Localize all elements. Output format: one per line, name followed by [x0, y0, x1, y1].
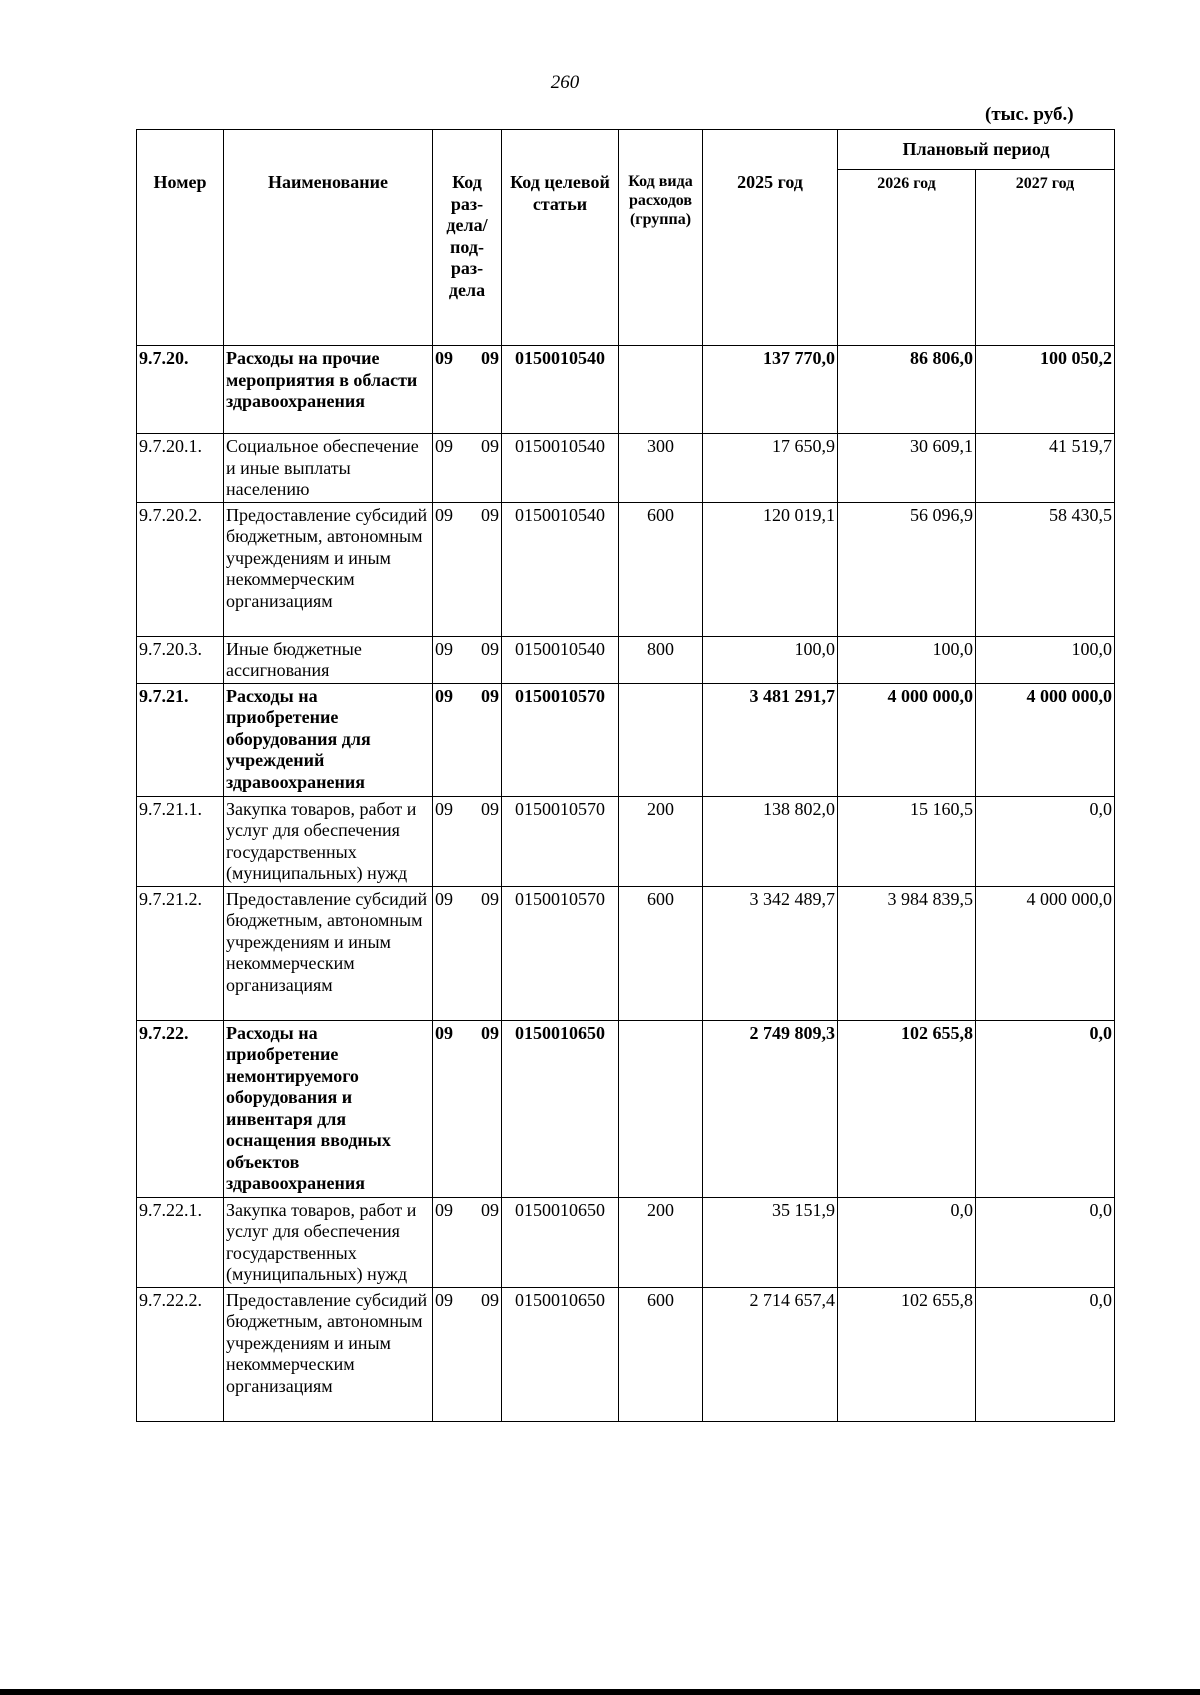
header-2027: 2027 год [976, 170, 1115, 346]
cell-name: Закупка товаров, работ и услуг для обеспечения государственных (муниципальных) нужд [224, 796, 433, 886]
cell-number: 9.7.20.2. [137, 502, 224, 636]
cell-2027: 4 000 000,0 [976, 886, 1115, 1020]
cell-2027: 0,0 [976, 1197, 1115, 1287]
cell-name: Иные бюджетные ассигнования [224, 636, 433, 683]
cell-number: 9.7.22. [137, 1020, 224, 1197]
cell-name: Предоставление субсидий бюджетным, автономным учреждениям и иным некоммерческим организациям [224, 886, 433, 1020]
cell-expense-type: 600 [619, 1287, 703, 1421]
cell-2025: 137 770,0 [703, 346, 838, 434]
header-name: Наименование [224, 130, 433, 346]
cell-number: 9.7.21.2. [137, 886, 224, 1020]
cell-number: 9.7.20.1. [137, 434, 224, 503]
cell-2026: 3 984 839,5 [838, 886, 976, 1020]
cell-target-code: 0150010570 [502, 796, 619, 886]
table-row [137, 502, 1115, 636]
table-row [137, 1287, 1115, 1421]
subsection-code: 09 [481, 1199, 499, 1220]
cell-section-code [433, 636, 502, 683]
section-code: 09 [435, 504, 453, 525]
cell-number: 9.7.20.3. [137, 636, 224, 683]
cell-2025: 100,0 [703, 636, 838, 683]
cell-number: 9.7.21.1. [137, 796, 224, 886]
subsection-code: 09 [481, 798, 499, 819]
table-row [137, 636, 1115, 683]
table-row [137, 1197, 1115, 1287]
cell-target-code: 0150010540 [502, 502, 619, 636]
table-row [137, 346, 1115, 434]
cell-expense-type: 200 [619, 1197, 703, 1287]
cell-expense-type: 600 [619, 502, 703, 636]
cell-expense-type: 600 [619, 886, 703, 1020]
subsection-code: 09 [481, 1022, 499, 1043]
cell-number: 9.7.22.2. [137, 1287, 224, 1421]
subsection-code: 09 [481, 1289, 499, 1310]
cell-2027: 41 519,7 [976, 434, 1115, 503]
section-code: 09 [435, 436, 453, 456]
cell-target-code: 0150010540 [502, 434, 619, 503]
cell-number: 9.7.21. [137, 683, 224, 796]
header-number: Номер [137, 130, 224, 346]
cell-2025: 17 650,9 [703, 434, 838, 503]
cell-expense-type [619, 1020, 703, 1197]
cell-target-code: 0150010540 [502, 636, 619, 683]
cell-2026: 15 160,5 [838, 796, 976, 886]
section-code: 09 [435, 685, 453, 706]
header-2025: 2025 год [703, 130, 838, 346]
cell-2025: 120 019,1 [703, 502, 838, 636]
cell-section-code [433, 1197, 502, 1287]
subsection-code: 09 [481, 436, 499, 456]
cell-2025: 3 481 291,7 [703, 683, 838, 796]
cell-2027: 0,0 [976, 796, 1115, 886]
header-target-code: Код целевой статьи [502, 130, 619, 346]
cell-section-code [433, 502, 502, 636]
cell-section-code [433, 683, 502, 796]
cell-2027: 4 000 000,0 [976, 683, 1115, 796]
section-code: 09 [435, 638, 453, 659]
cell-target-code: 0150010570 [502, 886, 619, 1020]
cell-expense-type [619, 683, 703, 796]
cell-target-code: 0150010650 [502, 1287, 619, 1421]
table-row [137, 1020, 1115, 1197]
cell-target-code: 0150010650 [502, 1197, 619, 1287]
cell-2026: 0,0 [838, 1197, 976, 1287]
header-planned-period: Плановый период [838, 130, 1115, 170]
cell-expense-type: 200 [619, 796, 703, 886]
cell-2026: 30 609,1 [838, 434, 976, 503]
cell-2025: 2 714 657,4 [703, 1287, 838, 1421]
cell-target-code: 0150010650 [502, 1020, 619, 1197]
section-code: 09 [435, 348, 453, 368]
table-row [137, 886, 1115, 1020]
cell-section-code [433, 796, 502, 886]
header-expense-type: Код вида расходов (группа) [619, 130, 703, 346]
cell-section-code [433, 346, 502, 434]
cell-target-code: 0150010570 [502, 683, 619, 796]
cell-2027: 100 050,2 [976, 346, 1115, 434]
cell-2026: 102 655,8 [838, 1020, 976, 1197]
subsection-code: 09 [481, 638, 499, 659]
cell-2025: 2 749 809,3 [703, 1020, 838, 1197]
cell-number: 9.7.22.1. [137, 1197, 224, 1287]
cell-2027: 0,0 [976, 1020, 1115, 1197]
subsection-code: 09 [481, 504, 499, 525]
cell-name: Расходы на прочие мероприятия в области здравоохранения [224, 346, 433, 434]
table-row [137, 796, 1115, 886]
cell-name: Предоставление субсидий бюджетным, автономным учреждениям и иным некоммерческим организациям [224, 502, 433, 636]
cell-expense-type [619, 346, 703, 434]
table-body [137, 346, 1115, 1422]
cell-number: 9.7.20. [137, 346, 224, 434]
section-code: 09 [435, 1199, 453, 1220]
header-2026: 2026 год [838, 170, 976, 346]
cell-2025: 3 342 489,7 [703, 886, 838, 1020]
cell-2025: 35 151,9 [703, 1197, 838, 1287]
cell-2026: 56 096,9 [838, 502, 976, 636]
cell-2026: 86 806,0 [838, 346, 976, 434]
cell-2025: 138 802,0 [703, 796, 838, 886]
cell-2026: 4 000 000,0 [838, 683, 976, 796]
cell-section-code [433, 1020, 502, 1197]
section-code: 09 [435, 1022, 453, 1043]
cell-name: Расходы на приобретение оборудования для учреждений здравоохранения [224, 683, 433, 796]
subsection-code: 09 [481, 685, 499, 706]
table-row [137, 683, 1115, 796]
budget-table [136, 129, 1115, 1422]
cell-expense-type: 800 [619, 636, 703, 683]
header-section-code: Код раз- дела/ под- раз- дела [433, 130, 502, 346]
cell-2027: 58 430,5 [976, 502, 1115, 636]
section-code: 09 [435, 798, 453, 819]
cell-2026: 102 655,8 [838, 1287, 976, 1421]
subsection-code: 09 [481, 348, 499, 368]
section-code: 09 [435, 1289, 453, 1310]
cell-target-code: 0150010540 [502, 346, 619, 434]
page-number: 260 [550, 72, 580, 93]
cell-name: Закупка товаров, работ и услуг для обеспечения государственных (муниципальных) нужд [224, 1197, 433, 1287]
cell-section-code [433, 886, 502, 1020]
cell-name: Социальное обеспечение и иные выплаты населению [224, 434, 433, 503]
scan-border [0, 1689, 1200, 1695]
cell-2026: 100,0 [838, 636, 976, 683]
table-row [137, 434, 1115, 503]
units-label: (тыс. руб.) [985, 104, 1074, 125]
cell-2027: 100,0 [976, 636, 1115, 683]
cell-name: Предоставление субсидий бюджетным, автономным учреждениям и иным некоммерческим организациям [224, 1287, 433, 1421]
cell-expense-type: 300 [619, 434, 703, 503]
cell-section-code [433, 434, 502, 503]
section-code: 09 [435, 888, 453, 909]
cell-section-code [433, 1287, 502, 1421]
subsection-code: 09 [481, 888, 499, 909]
cell-name: Расходы на приобретение немонтируемого оборудования и инвентаря для оснащения вводных объектов здравоохранения [224, 1020, 433, 1197]
cell-2027: 0,0 [976, 1287, 1115, 1421]
